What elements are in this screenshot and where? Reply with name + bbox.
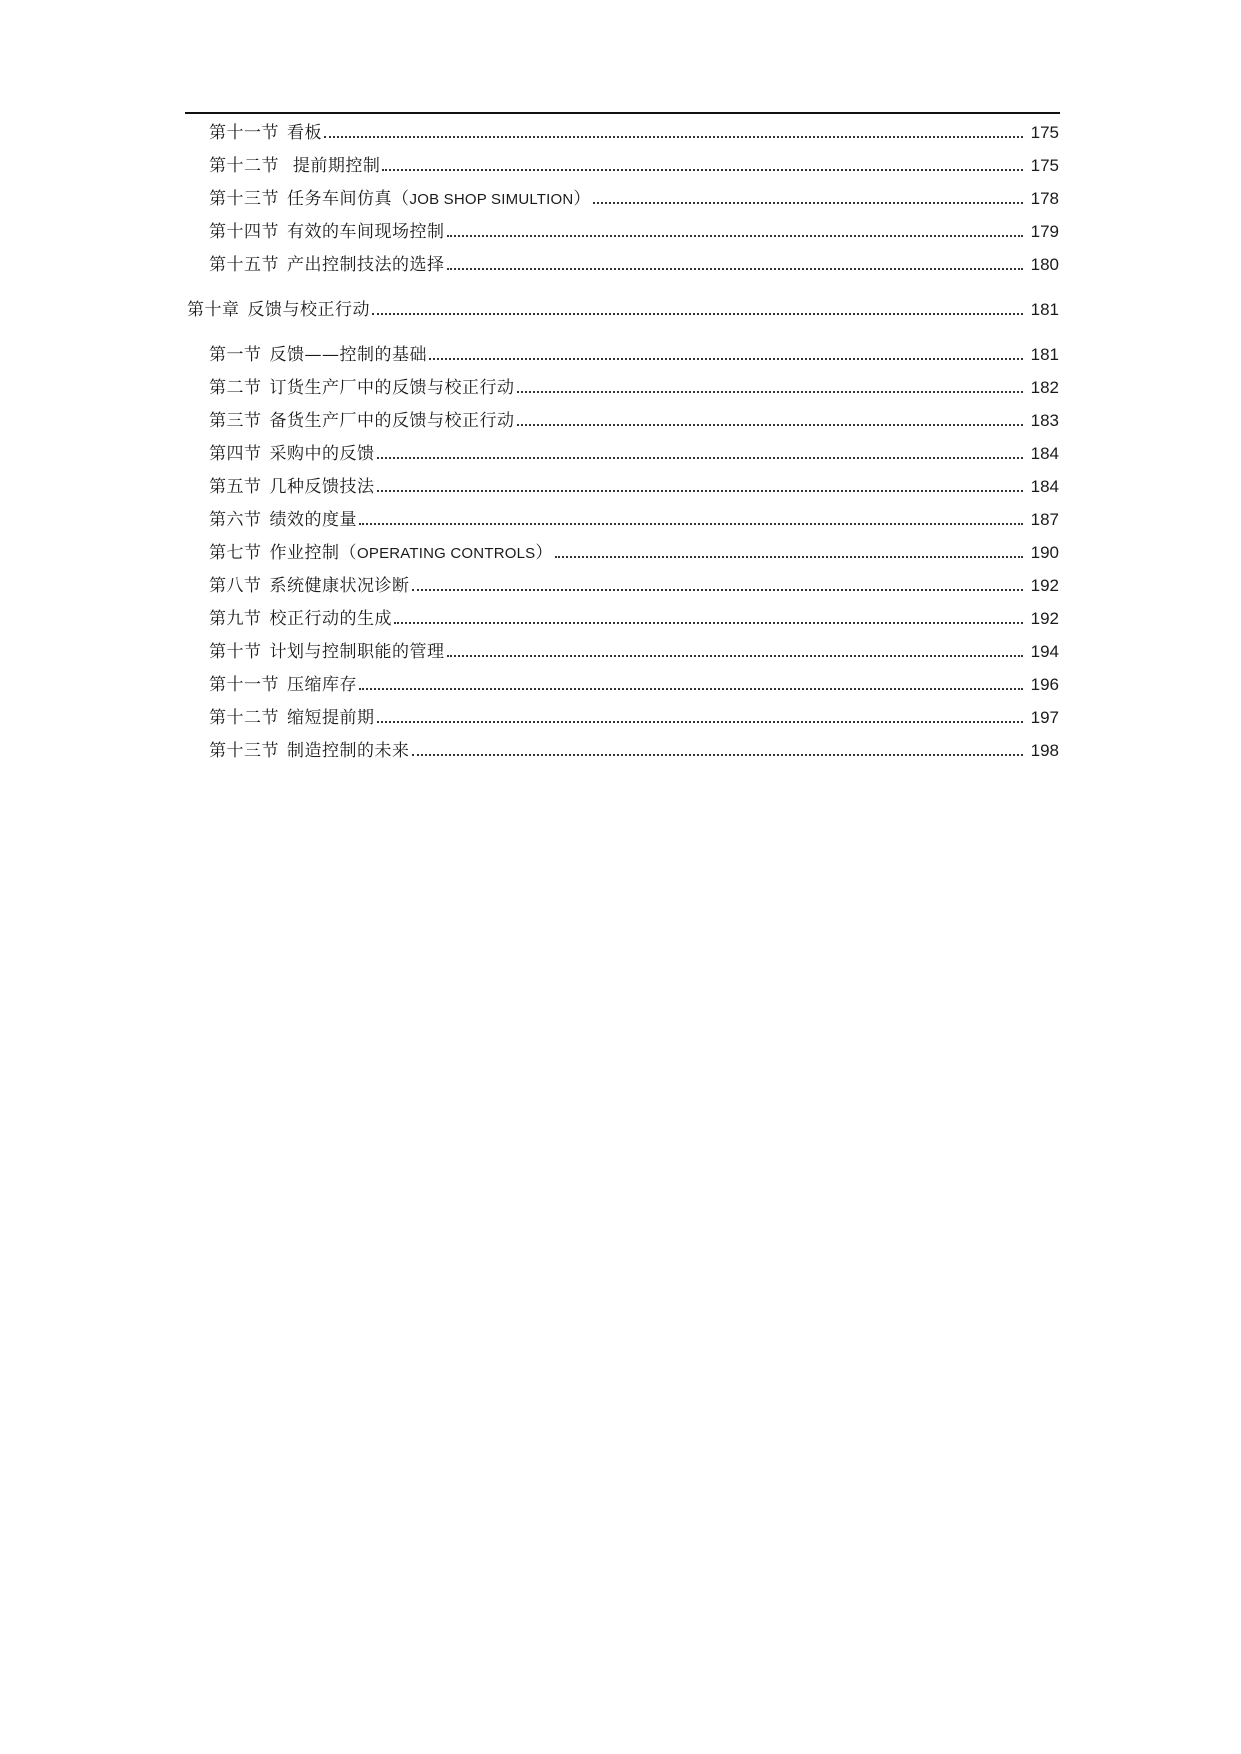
toc-entry-title: 有效的车间现场控制 — [287, 222, 445, 242]
toc-entry-label — [209, 504, 357, 537]
toc-page-number: 187 — [1030, 510, 1059, 529]
toc-entry-number: 第十一节 — [209, 675, 279, 695]
header-rule — [185, 112, 1060, 114]
toc-dot-leader — [377, 456, 1024, 459]
toc-section-entry[interactable] — [187, 149, 1059, 182]
toc-dot-leader — [517, 390, 1024, 393]
toc-dot-leader — [359, 687, 1023, 690]
toc-section-entry[interactable] — [187, 635, 1059, 668]
toc-section-entry[interactable] — [187, 338, 1059, 371]
toc-entry-title: 计划与控制职能的管理 — [269, 642, 445, 662]
toc-dot-leader — [412, 588, 1024, 591]
toc-entry-title: 产出控制技法的选择 — [287, 255, 445, 275]
toc-page-number: 190 — [1030, 543, 1059, 562]
toc-entry-label — [209, 570, 410, 603]
toc-entry-title: 缩短提前期 — [287, 708, 375, 728]
toc-dot-leader — [412, 753, 1024, 756]
toc-entry-label — [209, 183, 591, 216]
toc-entry-label — [209, 636, 445, 669]
toc-entry-title-suffix: ） — [535, 543, 553, 563]
toc-page-number: 184 — [1030, 444, 1059, 463]
toc-dot-leader — [324, 135, 1023, 138]
toc-entry-title: 反馈——控制的基础 — [269, 345, 427, 365]
toc-entry-label — [209, 735, 410, 768]
toc-entry-number: 第十一节 — [209, 123, 279, 143]
toc-entry-label — [209, 150, 380, 183]
toc-page-number: 181 — [1030, 345, 1059, 364]
toc-dot-leader — [517, 423, 1024, 426]
toc-entry-number: 第八节 — [209, 576, 262, 596]
toc-entry-label — [209, 339, 427, 372]
toc-entry-title: 制造控制的未来 — [287, 741, 410, 761]
toc-entry-title: 绩效的度量 — [269, 510, 357, 530]
toc-entry-title: 压缩库存 — [287, 675, 357, 695]
toc-entry-number: 第十节 — [209, 642, 262, 662]
toc-entry-label — [209, 117, 322, 150]
toc-entry-title: 备货生产厂中的反馈与校正行动 — [269, 411, 515, 431]
toc-section-entry[interactable] — [187, 701, 1059, 734]
toc-page-number: 198 — [1030, 741, 1059, 760]
toc-entry-title: 采购中的反馈 — [269, 444, 375, 464]
toc-dot-leader — [382, 168, 1023, 171]
toc-entry-number: 第一节 — [209, 345, 262, 365]
toc-section-entry[interactable] — [187, 116, 1059, 149]
toc-entry-title: 系统健康状况诊断 — [269, 576, 410, 596]
toc-section-entry[interactable] — [187, 536, 1059, 569]
toc-entry-number: 第十三节 — [209, 189, 279, 209]
toc-page-number: 181 — [1030, 300, 1059, 319]
toc-section-entry[interactable] — [187, 404, 1059, 437]
toc-section-entry[interactable] — [187, 437, 1059, 470]
toc-section-entry[interactable] — [187, 569, 1059, 602]
toc-entry-number: 第五节 — [209, 477, 262, 497]
toc-entry-number: 第十章 — [187, 300, 240, 320]
toc-dot-leader — [447, 267, 1024, 270]
toc-entry-label — [209, 438, 375, 471]
toc-entry-title: 几种反馈技法 — [269, 477, 375, 497]
toc-entry-title: 看板 — [287, 123, 322, 143]
toc-section-entry[interactable] — [187, 248, 1059, 281]
toc-dot-leader — [429, 357, 1023, 360]
toc-entry-number: 第七节 — [209, 543, 262, 563]
toc-dot-leader — [447, 234, 1024, 237]
toc-dot-leader — [555, 555, 1023, 558]
toc-section-entry[interactable] — [187, 215, 1059, 248]
toc-entry-number: 第九节 — [209, 609, 262, 629]
toc-section-entry[interactable] — [187, 182, 1059, 215]
toc-section-entry[interactable] — [187, 470, 1059, 503]
toc-dot-leader — [377, 720, 1024, 723]
toc-dot-leader — [394, 621, 1023, 624]
toc-entry-label — [209, 702, 375, 735]
toc-entry-english-title: JOB SHOP SIMULTION — [409, 191, 574, 208]
toc-entry-label — [209, 603, 392, 636]
toc-page-number: 175 — [1030, 156, 1059, 175]
toc-entry-number: 第四节 — [209, 444, 262, 464]
toc-entry-number: 第十二节 — [209, 708, 279, 728]
toc-entry-label — [209, 537, 553, 570]
toc-entry-title: 反馈与校正行动 — [247, 300, 370, 320]
toc-page-number: 194 — [1030, 642, 1059, 661]
toc-page-number: 192 — [1030, 609, 1059, 628]
toc-dot-leader — [359, 522, 1023, 525]
toc-section-entry[interactable] — [187, 602, 1059, 635]
toc-entry-number: 第十二节 — [209, 156, 279, 176]
toc-entry-title: 订货生产厂中的反馈与校正行动 — [269, 378, 515, 398]
toc-page-number: 179 — [1030, 222, 1059, 241]
toc-entry-title: 作业控制（ — [269, 543, 357, 563]
toc-page-number: 192 — [1030, 576, 1059, 595]
toc-entry-label — [209, 471, 375, 504]
toc-entry-label — [209, 372, 515, 405]
table-of-contents — [187, 116, 1059, 767]
toc-entry-label — [209, 669, 357, 702]
toc-section-entry[interactable] — [187, 734, 1059, 767]
toc-entry-label — [187, 294, 370, 327]
toc-entry-label — [209, 405, 515, 438]
toc-entry-title: 校正行动的生成 — [269, 609, 392, 629]
toc-entry-number: 第二节 — [209, 378, 262, 398]
toc-page-number: 175 — [1030, 123, 1059, 142]
toc-entry-number: 第十五节 — [209, 255, 279, 275]
toc-page-number: 178 — [1030, 189, 1059, 208]
toc-section-entry[interactable] — [187, 371, 1059, 404]
toc-dot-leader — [593, 201, 1023, 204]
toc-entry-number: 第三节 — [209, 411, 262, 431]
toc-section-entry[interactable] — [187, 503, 1059, 536]
toc-dot-leader — [372, 312, 1023, 315]
toc-chapter-entry[interactable] — [187, 293, 1059, 326]
toc-page-number: 182 — [1030, 378, 1059, 397]
toc-page-number: 180 — [1030, 255, 1059, 274]
toc-entry-title: 提前期控制 — [287, 156, 381, 176]
toc-page-number: 197 — [1030, 708, 1059, 727]
toc-entry-number: 第六节 — [209, 510, 262, 530]
toc-entry-number: 第十四节 — [209, 222, 279, 242]
toc-dot-leader — [447, 654, 1024, 657]
toc-entry-title-suffix: ） — [573, 189, 591, 209]
toc-page-number: 196 — [1030, 675, 1059, 694]
toc-entry-title: 任务车间仿真（ — [287, 189, 410, 209]
toc-entry-number: 第十三节 — [209, 741, 279, 761]
toc-section-entry[interactable] — [187, 668, 1059, 701]
toc-dot-leader — [377, 489, 1024, 492]
toc-entry-english-title: OPERATING CONTROLS — [357, 545, 536, 562]
toc-entry-label — [209, 249, 445, 282]
toc-page-number: 183 — [1030, 411, 1059, 430]
toc-page-number: 184 — [1030, 477, 1059, 496]
toc-entry-label — [209, 216, 445, 249]
